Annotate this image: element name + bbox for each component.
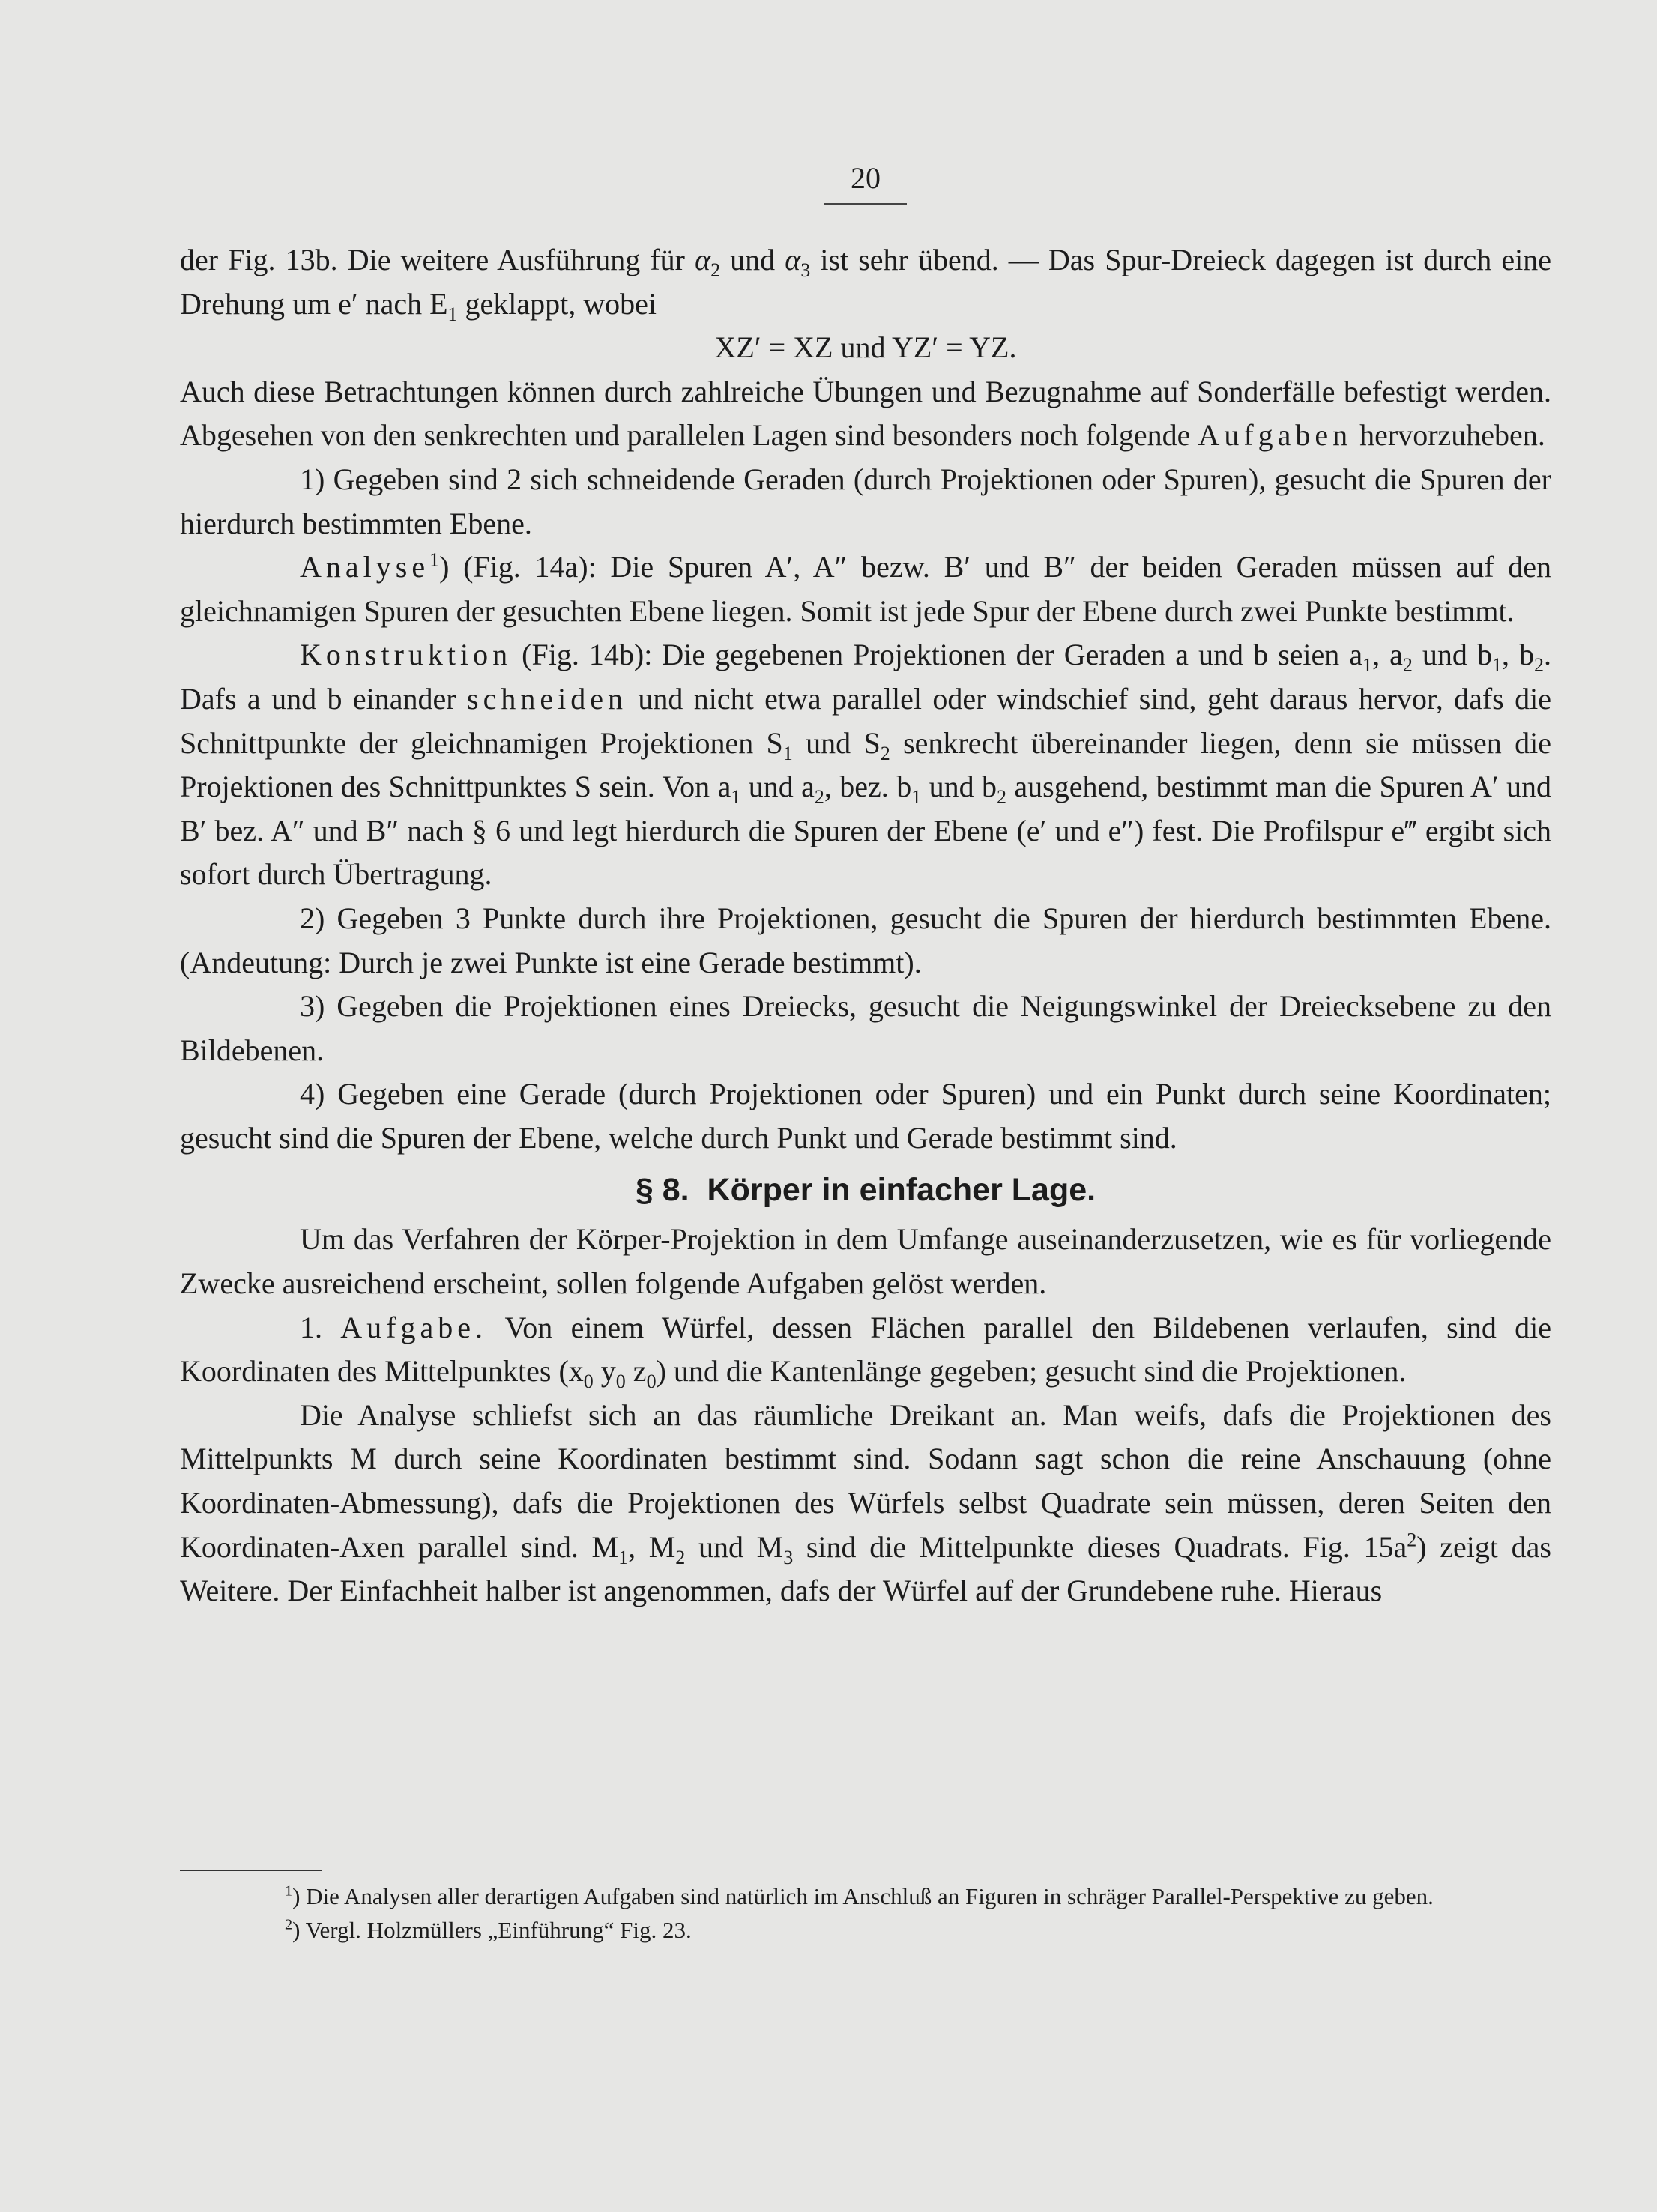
footnote-1: $^1$) Die Analysen aller derartigen Aufgaben sind natürlich im Anschluß an Figuren in schräger Parallel-Perspektive zu geben. xyxy=(285,1882,1434,1909)
analysis-paragraph-2: Die Analyse schliefst sich an das räumliche Dreikant an. Man weifs, dafs die Projektionen des Mittelpunkts M durch seine Koordinaten bestimmt sind. Sodann sagt schon die reine Anschauung (ohne Koordinaten-Abmessung), dafs die Projektionen des Würfels selbst Quadrate sein müssen, deren Seiten den Koordinaten-Axen parallel sind. $M_1$, $M_2$ und $M_3$ sind die Mittelpunkte dieses Quadrats. Fig. $15a^2$) zeigt das Weitere. Der Einfachheit halber ist angenommen, dafs der Würfel auf der Grundebene ruhe. Hieraus xyxy=(180,1397,1551,1608)
section-heading xyxy=(180,1172,1551,1209)
section-number: § 8. xyxy=(635,1172,689,1209)
analyse-paragraph: Analyse$^1$) (Fig. 14a): Die Spuren A′, A″ bezw. B′ und B″ der beiden Geraden müssen auf den gleichnamigen Spuren der gesuchten Ebene liegen. Somit ist jede Spur der Ebene durch zwei Punkte bestimmt. xyxy=(180,549,1551,628)
formula-line: XZ′ = XZ und YZ′ = YZ. xyxy=(714,330,1017,365)
paragraph-continuation: der Fig. 13b. Die weitere Ausführung für $\alpha_2$ und $\alpha_3$ ist sehr übend. — Das Spur-Dreieck dagegen ist durch eine Drehung um e′ nach $E_1$ geklappt, wobei xyxy=(180,243,1551,325)
aufgabe-1: 1. Aufgabe. Von einem Würfel, dessen Flächen parallel den Bildebenen verlaufen, sind die Koordinaten des Mittelpunktes ($x_0$ $y_0$ $z_0$) und die Kantenlänge gegeben; gesucht sind die Projektionen. xyxy=(180,1310,1551,1393)
paragraph-betrachtungen: Auch diese Betrachtungen können durch zahlreiche Übungen und Bezugnahme auf Sonderfälle befestigt werden. Abgesehen von den senkrechten und parallelen Lagen sind besonders noch folgende Aufgaben hervorzuheben. xyxy=(180,374,1551,453)
task-4: 4) Gegeben eine Gerade (durch Projektionen oder Spuren) und ein Punkt durch seine Koordinaten; gesucht sind die Spuren der Ebene, welche durch Punkt und Gerade bestimmt sind. xyxy=(180,1077,1551,1155)
konstruktion-paragraph: Konstruktion (Fig. 14b): Die gegebenen Projektionen der Geraden a und b seien $a_1$, $a_2$ und $b_1$, $b_2$. Dafs a und b einander schneiden und nicht etwa parallel oder windschief sind, geht daraus hervor, dafs die Schnittpunkte der gleichnamigen Projektionen $S_1$ und $S_2$ senkrecht übereinander liegen, denn sie müssen die Projektionen des Schnittpunktes S sein. Von $a_1$ und $a_2$, bez. $b_1$ und $b_2$ ausgehend, bestimmt man die Spuren A′ und B′ bez. A″ und B″ nach § 6 und legt hierdurch die Spuren der Ebene (e′ und e″) fest. Die Profilspur e‴ ergibt sich sofort durch Übertragung. xyxy=(180,638,1552,892)
section-intro: Um das Verfahren der Körper-Projektion in dem Umfange auseinanderzusetzen, wie es für vorliegende Zwecke ausreichend erscheint, sollen folgende Aufgaben gelöst werden. xyxy=(180,1222,1551,1301)
task-2: 2) Gegeben 3 Punkte durch ihre Projektionen, gesucht die Spuren der hierdurch bestimmten Ebene. (Andeutung: Durch je zwei Punkte ist eine Gerade bestimmt). xyxy=(180,901,1551,979)
task-1: 1) Gegeben sind 2 sich schneidende Geraden (durch Projektionen oder Spuren), gesucht die Spuren der hierdurch bestimmten Ebene. xyxy=(180,462,1551,540)
task-3: 3) Gegeben die Projektionen eines Dreiecks, gesucht die Neigungswinkel der Dreiecksebene zu den Bildebenen. xyxy=(180,989,1551,1067)
footnote-2: $^2$) Vergl. Holzmüllers „Einführung“ Fig. 23. xyxy=(285,1916,692,1943)
footnotes xyxy=(180,1879,1551,1947)
main-text xyxy=(180,238,1551,1613)
footnote-divider xyxy=(180,1870,322,1871)
section-title: Körper in einfacher Lage. xyxy=(707,1172,1096,1209)
page-number: 20 xyxy=(824,160,907,205)
